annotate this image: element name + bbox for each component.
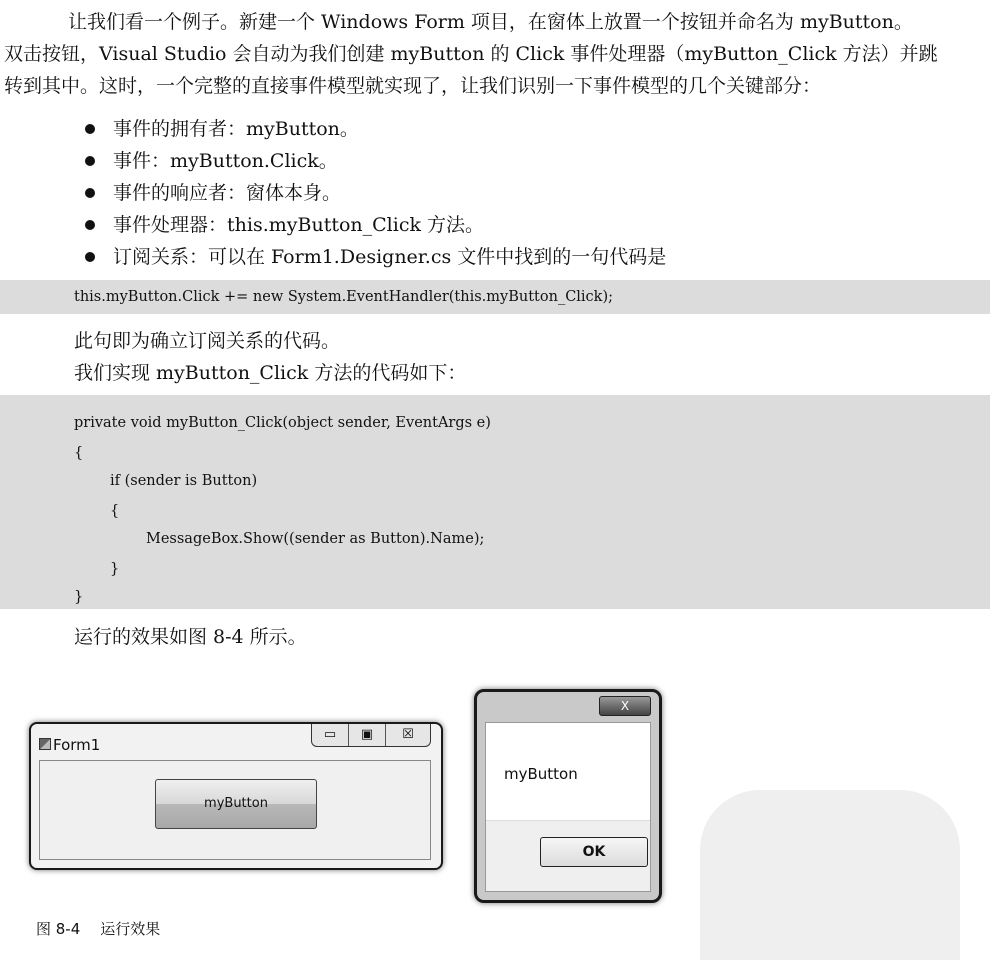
- figure-caption: [36, 918, 160, 939]
- result-text: 运行的效果如图 8-4 所示。: [74, 626, 307, 648]
- key-parts-list: [85, 114, 666, 274]
- list-item: 事件处理器：this.myButton_Click 方法。: [85, 210, 666, 242]
- messagebox-window: [474, 689, 662, 903]
- code-line: {: [74, 445, 84, 461]
- form1-client-area: [39, 760, 431, 860]
- list-item: 订阅关系：可以在 Form1.Designer.cs 文件中找到的一句代码是: [85, 242, 666, 274]
- caption-buttons: [311, 724, 431, 747]
- list-item: 事件：myButton.Click。: [85, 146, 666, 178]
- code-line: }: [110, 561, 120, 577]
- messagebox-text: myButton: [504, 765, 578, 783]
- messagebox-footer: [486, 820, 650, 891]
- intro-line-2: 双击按钮，Visual Studio 会自动为我们创建 myButton 的 Click 事件处理器（myButton_Click 方法）并跳: [4, 43, 938, 65]
- intro-line-3: 转到其中。这时，一个完整的直接事件模型就实现了，让我们识别一下事件模型的几个关键部分：: [4, 75, 822, 97]
- form1-title: Form1: [53, 736, 101, 754]
- list-item: 事件的拥有者：myButton。: [85, 114, 666, 146]
- list-item: 事件的响应者：窗体本身。: [85, 178, 666, 210]
- subscription-code-block: [0, 280, 990, 314]
- maximize-icon[interactable]: ▣: [349, 724, 386, 746]
- code-line: private void myButton_Click(object sender, EventArgs e): [74, 415, 491, 431]
- code-line: }: [74, 589, 84, 605]
- code-line: this.myButton.Click += new System.EventHandler(this.myButton_Click);: [74, 289, 614, 305]
- after-code-line-1: 此句即为确立订阅关系的代码。: [74, 330, 341, 352]
- app-icon: [39, 738, 51, 750]
- messagebox-client-area: [485, 722, 651, 892]
- ok-button[interactable]: OK: [540, 837, 648, 867]
- form1-window: [29, 722, 443, 870]
- code-line: {: [110, 503, 120, 519]
- close-icon[interactable]: X: [599, 696, 651, 716]
- intro-line-1: 让我们看一个例子。新建一个 Windows Form 项目，在窗体上放置一个按钮并命名为 myButton。: [68, 11, 913, 33]
- close-icon[interactable]: ☒: [402, 727, 414, 742]
- watermark-shape: [700, 790, 960, 960]
- figure-number: 图 8-4: [36, 920, 81, 938]
- mybutton-button[interactable]: myButton: [155, 779, 317, 829]
- method-code-block: [0, 395, 990, 609]
- code-line: if (sender is Button): [110, 473, 258, 489]
- code-line: MessageBox.Show((sender as Button).Name);: [146, 531, 485, 547]
- minimize-icon[interactable]: ▭: [312, 724, 349, 746]
- figure-title: 运行效果: [100, 920, 161, 938]
- after-code-line-2: 我们实现 myButton_Click 方法的代码如下：: [74, 362, 467, 384]
